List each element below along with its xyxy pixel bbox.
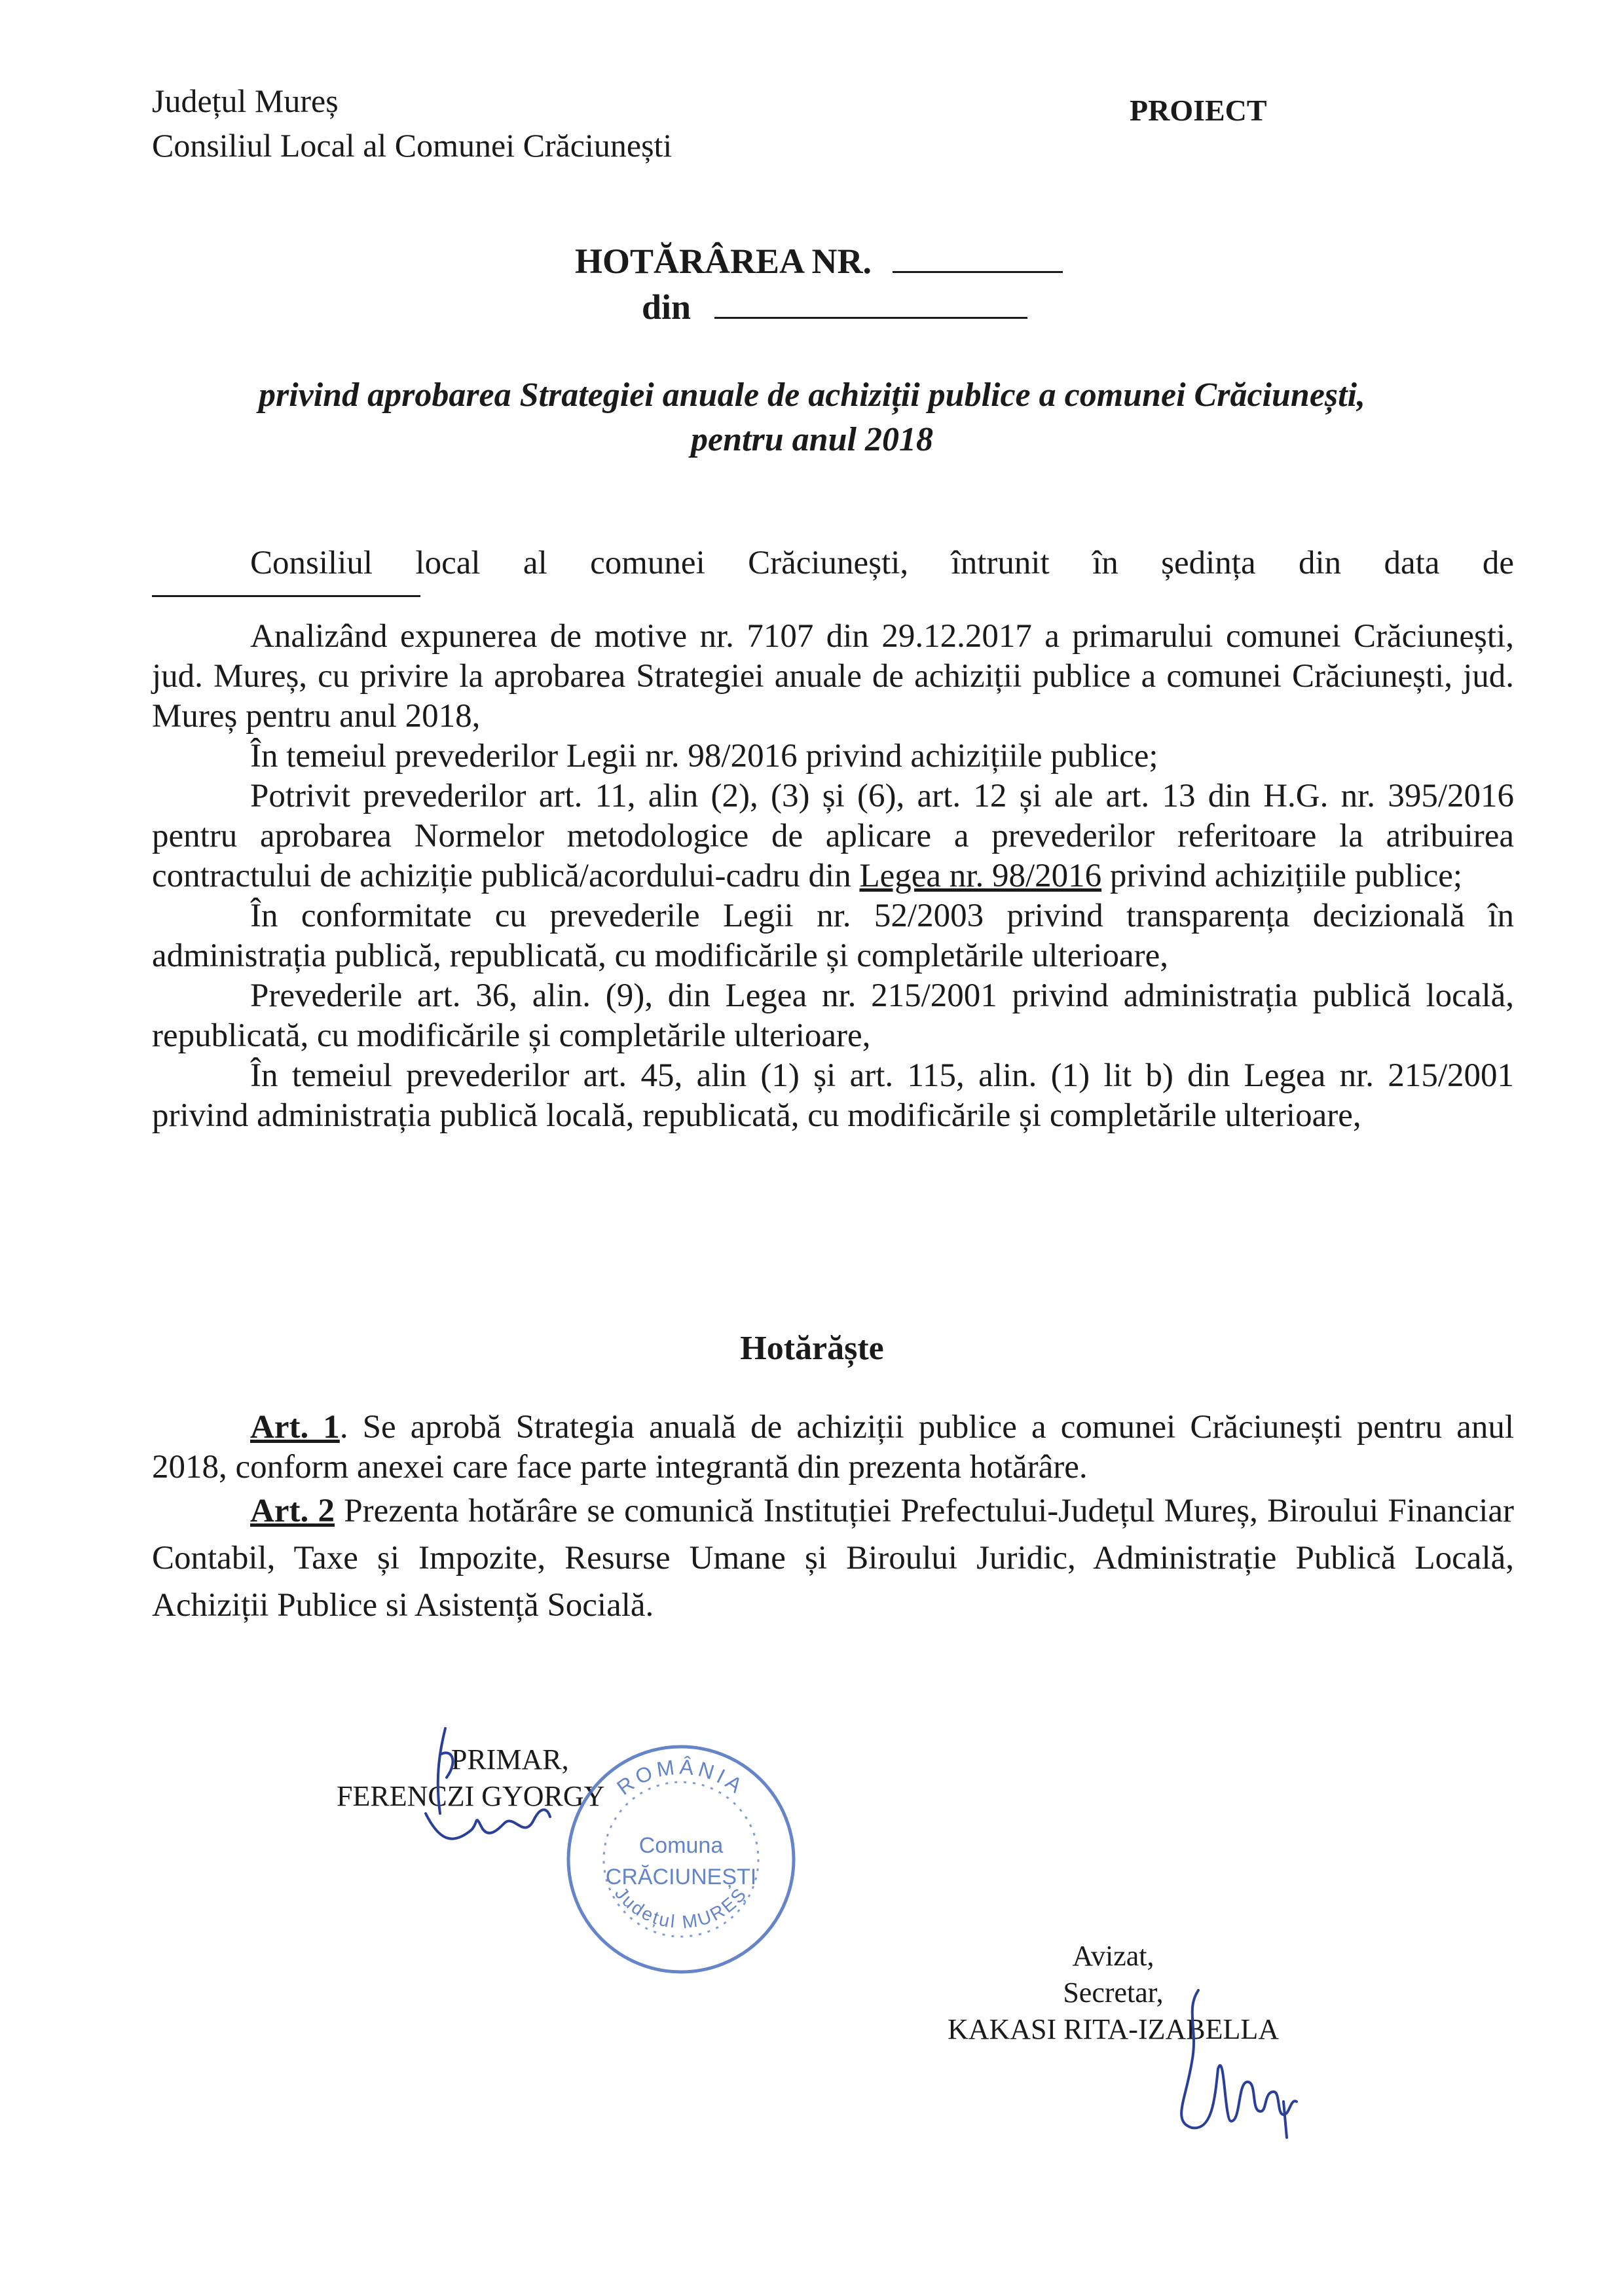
subject-line-2: pentru anul 2018 (691, 421, 933, 458)
preamble-hg-395-text: Potrivit prevederilor art. 11, alin (2), (3) și (6), art. 12 și ale art. 13 din H.G. nr. 395/2016 pentru aprobarea Normelor metodologice de aplicare a prevederilor referitoare la atribuirea contractului de achiziție publică/acordului-cadru din (152, 778, 1514, 894)
header-block (152, 79, 672, 168)
law-98-2016-link: Legea nr. 98/2016 (859, 858, 1102, 894)
article-1-label: Art. 1 (250, 1409, 340, 1446)
article-2-text: Prezenta hotărâre se comunică Instituției Prefectului-Județul Mureș, Biroului Financiar Contabil, Taxe și Impozite, Resurse Umane și Biroului Juridic, Administrație Publică Locală, Achiziții Publice si Asistență Socială. (152, 1493, 1515, 1624)
decision-title-line (575, 241, 1063, 282)
preamble-motives: Analizând expunerea de motive nr. 7107 din 29.12.2017 a primarului comunei Crăciunești, jud. Mureș, cu privire la aprobarea Strategiei anuale de achiziții publice a comunei Crăciunești, jud. Mureș pentru anul 2018, (152, 618, 1514, 735)
endorsed-label: Avizat, (1072, 1940, 1154, 1972)
council-stamp (557, 1735, 805, 1984)
county-name: Județul Mureș (152, 82, 339, 119)
svg-text:Județul MUREȘ: Județul MUREȘ (611, 1883, 751, 1933)
article-1 (152, 1408, 1514, 1487)
preamble (152, 543, 1514, 1136)
svg-text:CRĂCIUNEȘTI: CRĂCIUNEȘTI (605, 1865, 757, 1889)
article-1-text: . Se aprobă Strategia anuală de achiziții publice a comunei Crăciunești pentru anul 2018, conform anexei care face parte integrantă din prezenta hotărâre. (152, 1409, 1514, 1485)
article-2 (152, 1487, 1514, 1629)
decision-din: din (642, 287, 692, 327)
date-blank (714, 314, 1027, 319)
decision-date-line (642, 287, 1027, 327)
preamble-law-215-art36: Prevederile art. 36, alin. (9), din Legea nr. 215/2001 privind administrația publică locală, republicată, cu modificările și completările ulterioare, (152, 977, 1514, 1054)
preamble-law-52: În conformitate cu prevederile Legii nr. 52/2003 privind transparența decizională în administrația publică, republicată, cu modificările și completările ulterioare, (152, 898, 1514, 974)
mayor-signature (399, 1715, 570, 1872)
preamble-law-215-art45: În temeiul prevederilor art. 45, alin (1) și art. 115, alin. (1) lit b) din Legea nr. 215/2001 privind administrația publică locală, republicată, cu modificările și completările ulterioare, (152, 1057, 1514, 1134)
meeting-date-blank (152, 583, 420, 597)
svg-text:Comuna: Comuna (638, 1833, 724, 1858)
articles (152, 1408, 1514, 1629)
preamble-hg-395 (152, 776, 1514, 896)
project-label: PROIECT (1130, 94, 1267, 127)
number-blank (893, 268, 1063, 273)
decision-subject (0, 373, 1624, 462)
mayor-title: PRIMAR, (451, 1743, 569, 1776)
subject-line-1: privind aprobarea Strategiei anuale de achiziții publice a comunei Crăciunești, (258, 376, 1366, 414)
secretary-signature (1153, 1971, 1310, 2141)
council-name: Consiliul Local al Comunei Crăciunești (152, 127, 673, 164)
secretary-name: KAKASI RITA-IZABELLA (947, 2013, 1280, 2045)
secretary-title: Secretar, (1063, 1977, 1164, 2009)
article-2-label: Art. 2 (250, 1493, 335, 1529)
decides-heading: Hotărăște (740, 1330, 884, 1367)
svg-text:ROMÂNIA: ROMÂNIA (612, 1755, 750, 1800)
preamble-law-98: În temeiul prevederilor Legii nr. 98/2016 privind achizițiile publice; (250, 738, 1158, 774)
preamble-council-meeting: Consiliul local al comunei Crăciunești, întrunit în ședința din data de (250, 545, 1514, 581)
decision-title: HOTĂRÂREA NR. (575, 242, 872, 281)
preamble-hg-395-end: privind achizițiile publice; (1101, 858, 1463, 894)
mayor-name: FERENCZI GYORGY (337, 1780, 605, 1812)
